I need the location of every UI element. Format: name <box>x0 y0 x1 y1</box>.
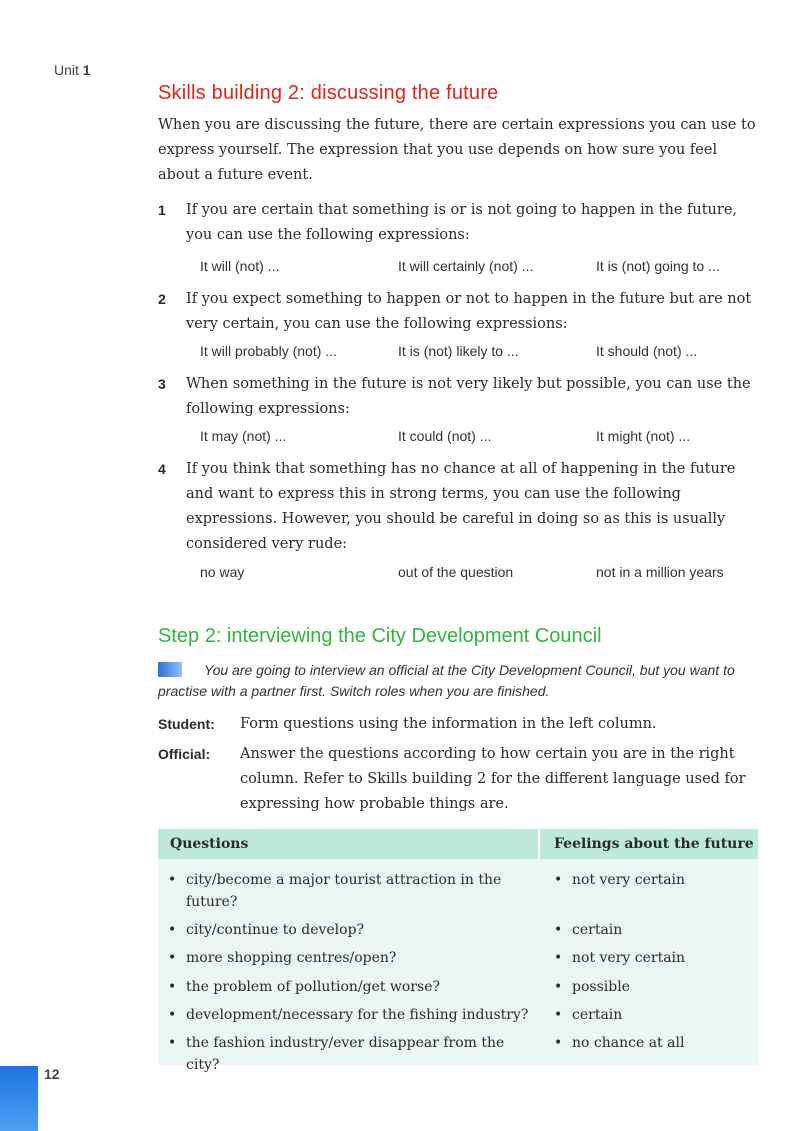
role-text: Answer the questions according to how certain you are in the right column. Refer to Skills building 2 for the different language used for expressing how probable things are. <box>240 746 746 812</box>
skills-heading: Skills building 2: discussing the future <box>158 82 499 104</box>
header-divider <box>538 829 540 859</box>
unit-label <box>54 62 91 78</box>
role-official <box>158 742 758 817</box>
question-text: city/continue to develop? <box>186 922 365 938</box>
feeling-text: certain <box>572 1007 623 1023</box>
question-cell: • development/necessary for the fishing industry? <box>168 1004 538 1026</box>
feeling-cell: • no chance at all <box>554 1035 685 1051</box>
question-cell: • the problem of pollution/get worse? <box>168 976 538 998</box>
question-text: more shopping centres/open? <box>186 950 397 966</box>
question-text: city/become a major tourist attraction in the future? <box>186 872 502 910</box>
item-text: If you are certain that something is or is not going to happen in the future, you can use the following expressions: <box>186 202 738 243</box>
expression: It is (not) likely to ... <box>398 343 519 359</box>
expression: out of the question <box>398 564 514 580</box>
expression: It will (not) ... <box>200 258 280 274</box>
unit-number: 1 <box>82 62 91 78</box>
questions-table <box>158 829 758 1073</box>
expression: It will certainly (not) ... <box>398 258 534 274</box>
header-questions: Questions <box>170 836 249 852</box>
feeling-text: not very certain <box>572 950 686 966</box>
question-text: the problem of pollution/get worse? <box>186 979 441 995</box>
question-cell: • the fashion industry/ever disappear from the city? <box>168 1032 538 1076</box>
question-cell: • more shopping centres/open? <box>168 947 538 969</box>
item-text: If you expect something to happen or not to happen in the future but are not very certain, you can use the following expressions: <box>186 291 752 332</box>
expression: not in a million years <box>596 564 724 580</box>
role-student <box>158 712 758 737</box>
feeling-cell: • possible <box>554 979 630 995</box>
item-number: 1 <box>158 202 166 218</box>
question-cell: • city/become a major tourist attraction in the future? <box>168 869 538 913</box>
list-item <box>158 457 758 557</box>
page-number: 12 <box>44 1066 60 1082</box>
feeling-cell: • certain <box>554 1007 623 1023</box>
feeling-cell: • not very certain <box>554 872 686 888</box>
expression: It may (not) ... <box>200 428 287 444</box>
step-instruction: You are going to interview an official at the City Development Council, but you want to practise with a partner first. Switch roles when you are finished. <box>158 662 735 699</box>
step-heading: Step 2: interviewing the City Development Council <box>158 625 602 647</box>
expression: no way <box>200 564 245 580</box>
feeling-text: not very certain <box>572 872 686 888</box>
list-item <box>158 198 758 248</box>
question-text: the fashion industry/ever disappear from the city? <box>186 1035 505 1073</box>
unit-word: Unit <box>54 62 79 78</box>
feeling-cell: • certain <box>554 922 623 938</box>
question-cell: • city/continue to develop? <box>168 919 538 941</box>
role-label: Official: <box>158 746 211 762</box>
question-text: development/necessary for the fishing industry? <box>186 1007 529 1023</box>
expression: It will probably (not) ... <box>200 343 337 359</box>
expression: It is (not) going to ... <box>596 258 720 274</box>
item-text: If you think that something has no chance at all of happening in the future and want to express this in strong terms, you can use the following expressions. However, you should be careful in doing so as this is usually considered very rude: <box>186 461 736 552</box>
expression: It should (not) ... <box>596 343 698 359</box>
table-header <box>158 829 758 859</box>
skills-intro: When you are discussing the future, there are certain expressions you can use to express yourself. The expression that you use depends on how sure you feel about a future event. <box>158 117 756 183</box>
expression: It could (not) ... <box>398 428 492 444</box>
item-number: 3 <box>158 376 166 392</box>
item-number: 4 <box>158 461 166 477</box>
role-text: Form questions using the information in the left column. <box>240 716 657 732</box>
role-label: Student: <box>158 716 215 732</box>
list-item <box>158 287 758 337</box>
item-text: When something in the future is not very likely but possible, you can use the following expressions: <box>186 376 751 417</box>
header-feelings: Feelings about the future <box>554 836 754 852</box>
list-item <box>158 372 758 422</box>
feeling-text: possible <box>572 979 630 995</box>
feeling-text: no chance at all <box>572 1035 685 1051</box>
feeling-cell: • not very certain <box>554 950 686 966</box>
item-number: 2 <box>158 291 166 307</box>
feeling-text: certain <box>572 922 623 938</box>
expression: It might (not) ... <box>596 428 691 444</box>
page-edge-tab <box>0 1066 38 1131</box>
